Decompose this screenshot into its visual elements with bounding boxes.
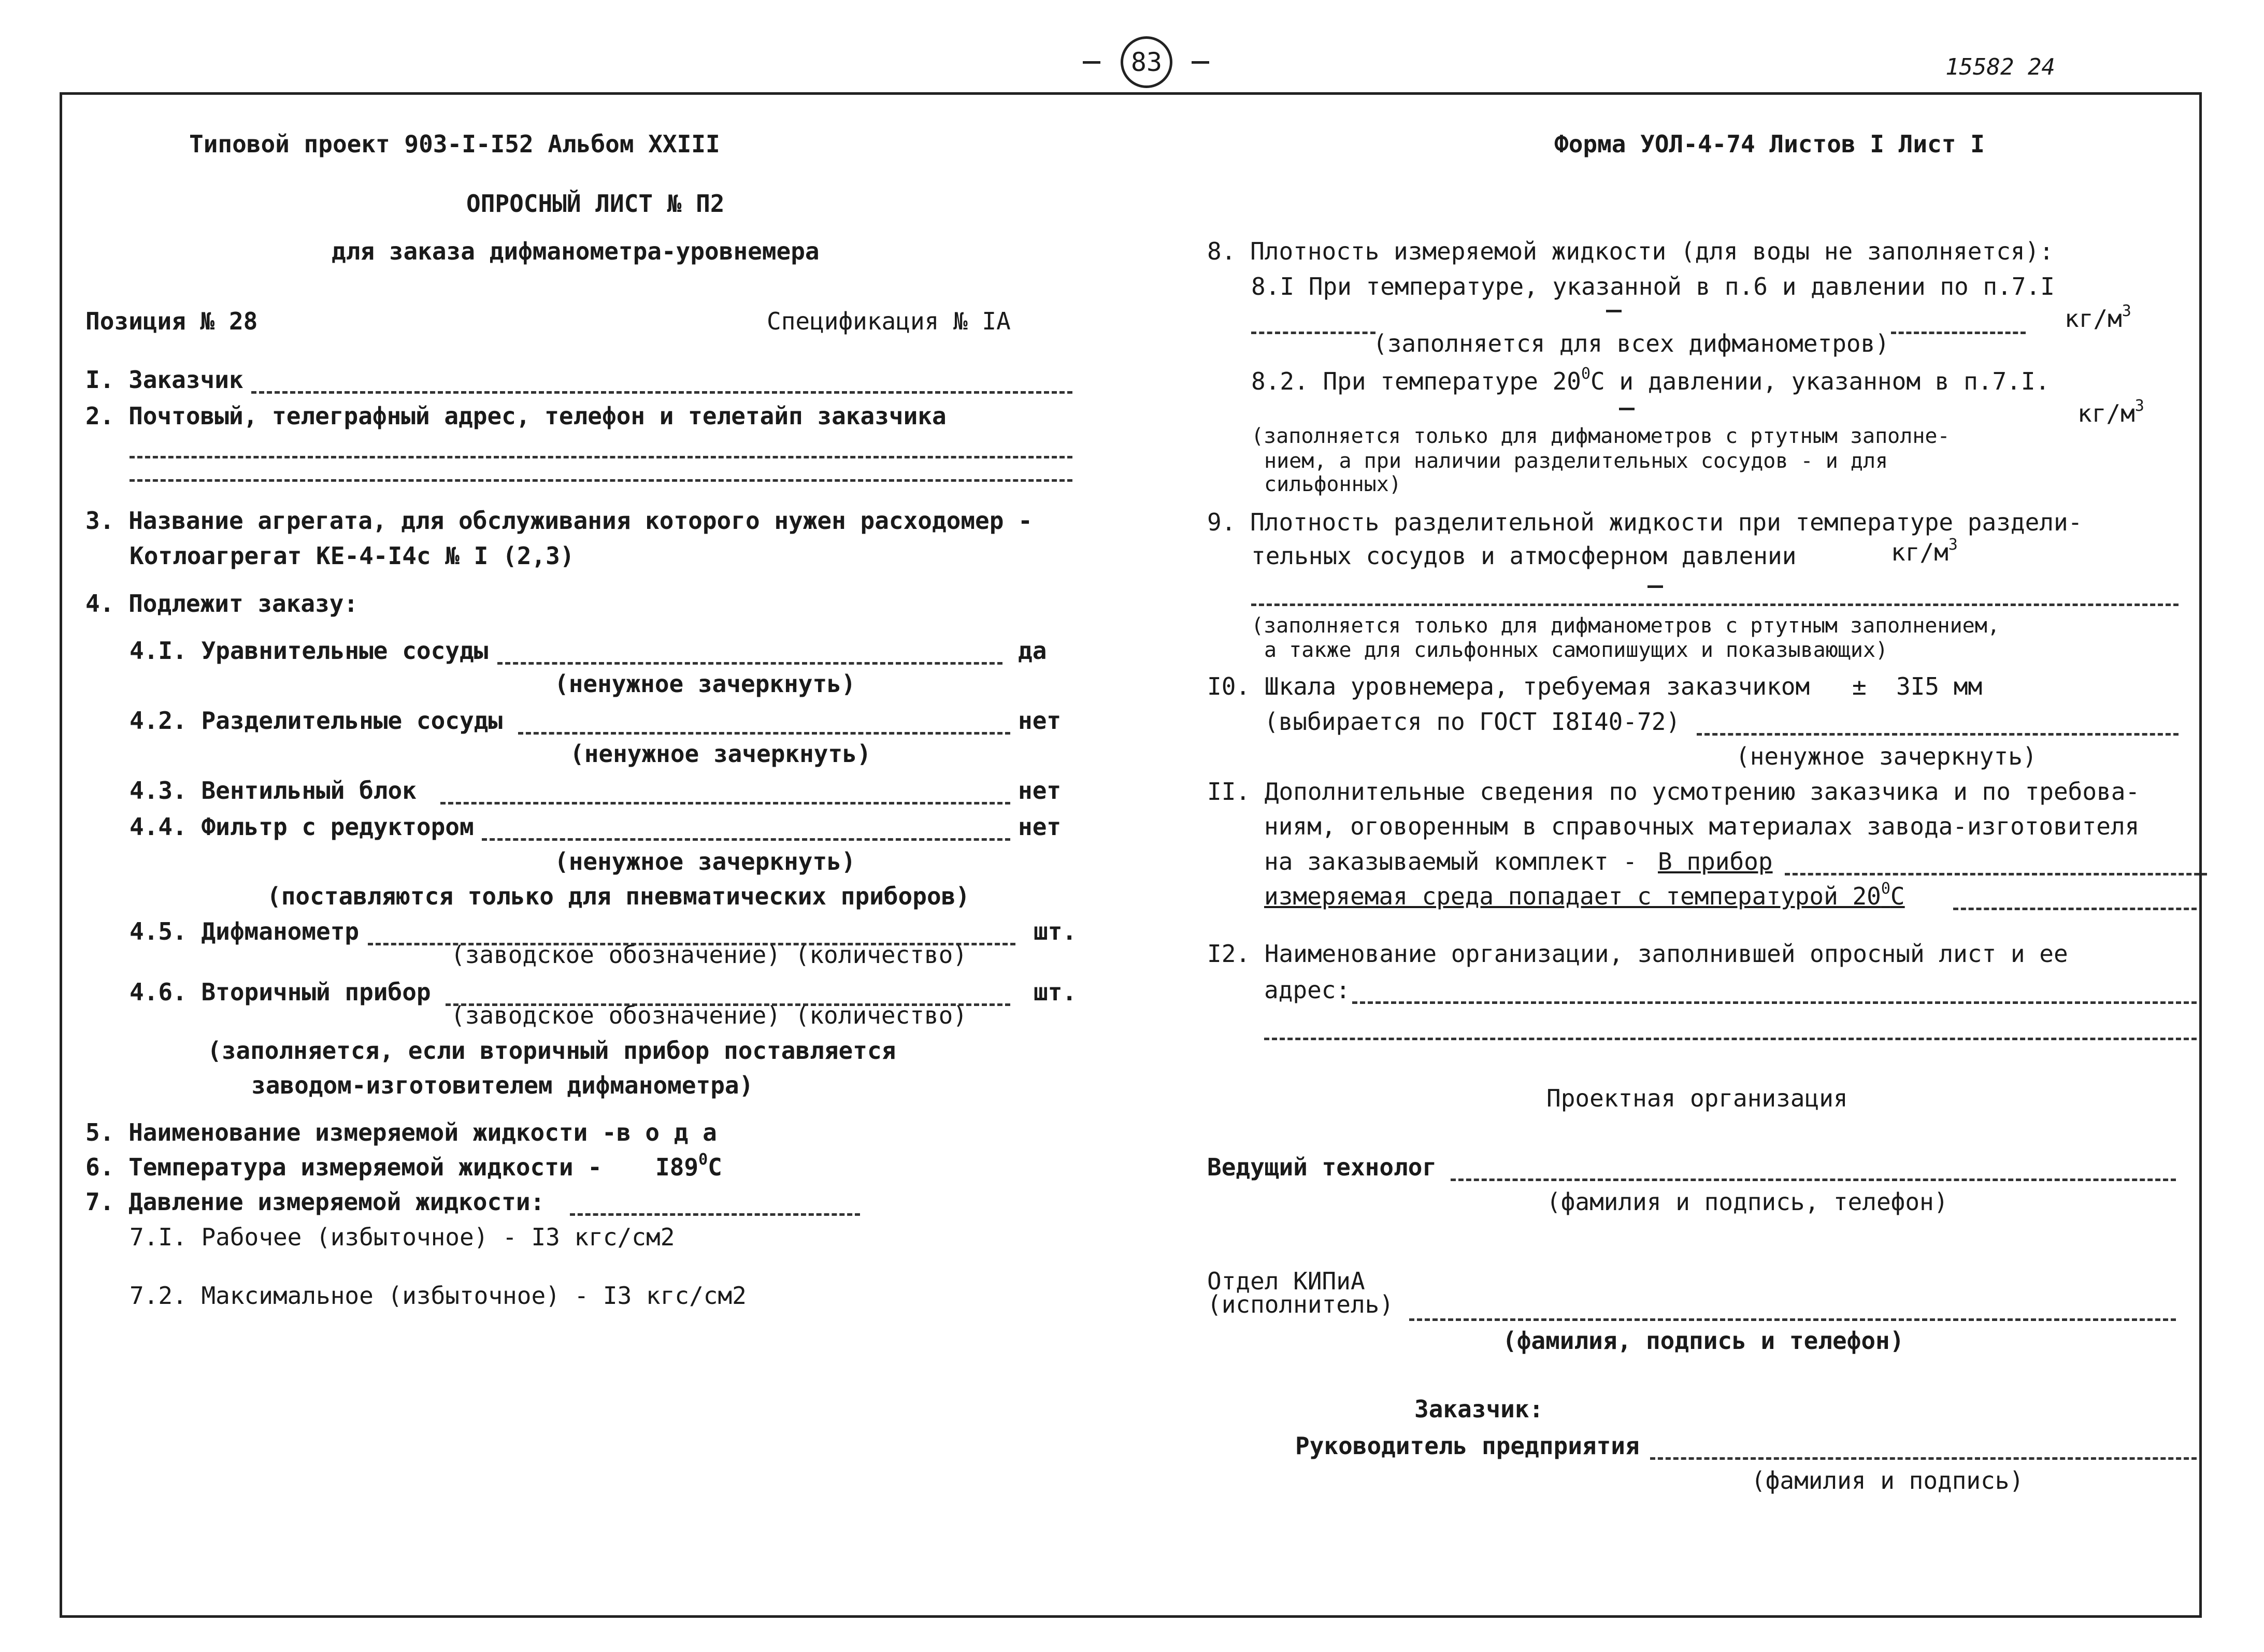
dash-mark: [1606, 310, 1622, 312]
position-label: Позиция № 28: [85, 307, 258, 335]
item-4-2-value: нет: [1018, 707, 1062, 735]
item-4-6: 4.6. Вторичный прибор: [130, 978, 431, 1006]
fill-line: [130, 456, 1072, 458]
note-designation: (заводское обозначение) (количество): [451, 1001, 967, 1029]
note-sign: (фамилия и подпись): [1751, 1467, 2024, 1495]
dash-mark: [1083, 61, 1100, 64]
additional-value-2: измеряемая среда попадает с температурой $20^0С$: [1264, 880, 1905, 910]
fill-line: [1251, 332, 1375, 334]
fill-line: [1251, 604, 2179, 606]
form-title: ОПРОСНЫЙ ЛИСТ № П2: [466, 190, 725, 218]
unit-density: $кг/м^3$: [2077, 397, 2144, 427]
item-order: 4. Подлежит заказу:: [85, 590, 359, 617]
item-4-2: 4.2. Разделительные сосуды: [130, 707, 503, 735]
item-unit-name: 3. Название агрегата, для обслуживания которого нужен расходомер -: [85, 507, 1033, 535]
fill-line: [482, 838, 1010, 841]
item-density-8-2: 8.2. При температуре $20^0С$ и давлении, указанном в п.7.I.: [1251, 365, 2050, 395]
fill-line: [130, 479, 1072, 482]
note-strike: (ненужное зачеркнуть): [554, 847, 856, 875]
fill-line: [1352, 1001, 2197, 1004]
fill-line: [1451, 1179, 2176, 1181]
item-4-4-value: нет: [1018, 813, 1062, 841]
form-frame: [60, 92, 2202, 1618]
item-separator-density: 9. Плотность разделительной жидкости при температуре раздели-: [1207, 508, 2083, 536]
fill-line: [1409, 1318, 2176, 1321]
note-sign-phone-2: (фамилия, подпись и телефон): [1502, 1327, 1904, 1355]
item-4-5: 4.5. Дифманометр: [130, 917, 360, 945]
item-4-3: 4.3. Вентильный блок: [130, 777, 417, 805]
item-additional: II. Дополнительные сведения по усмотрению заказчика и по требова-: [1207, 778, 2140, 806]
note-mercury: нием, а при наличии разделительных сосудов - и для: [1264, 449, 1888, 473]
note-sign-phone: (фамилия и подпись, телефон): [1546, 1188, 1948, 1216]
fill-line: [1953, 908, 2197, 910]
item-scale: I0. Шкала уровнемера, требуемая заказчиком: [1207, 672, 1810, 700]
item-address: 2. Почтовый, телеграфный адрес, телефон и телетайп заказчика: [85, 402, 947, 430]
item-pressure-max: 7.2. Максимальное (избыточное) - I3 кгс/см2: [130, 1282, 747, 1310]
fill-line: [1264, 1038, 2197, 1040]
fill-line: [1697, 733, 2179, 736]
kip-department: Отдел КИПиА: [1207, 1267, 1365, 1295]
note-separator: (заполняется только для дифманометров с ртутным заполнением,: [1251, 614, 2000, 638]
item-liquid-value: в о д а: [617, 1118, 717, 1146]
dash-mark: [1619, 408, 1635, 410]
note-mercury: (заполняется только для дифманометров с ртутным заполне-: [1251, 424, 1950, 448]
form-info: Форма УОЛ-4-74 Листов I Лист I: [1554, 130, 1985, 158]
specification-label: Спецификация № IA: [767, 307, 1011, 335]
fill-line: [251, 391, 1072, 394]
scale-value: 3I5 мм: [1896, 672, 1983, 700]
dash-mark: [1192, 61, 1209, 64]
item-pressure-working: 7.I. Рабочее (избыточное) - I3 кгс/см2: [130, 1223, 675, 1251]
dash-mark: [1647, 585, 1663, 588]
item-customer: I. Заказчик: [85, 366, 243, 394]
item-additional-b: ниям, оговоренным в справочных материалах завода-изготовителя: [1264, 812, 2140, 840]
lead-technologist: Ведущий технолог: [1207, 1153, 1437, 1181]
item-additional-c: на заказываемый комплект -: [1264, 847, 1638, 875]
item-organization: I2. Наименование организации, заполнившей опросный лист и ее: [1207, 940, 2068, 968]
item-4-1: 4.I. Уравнительные сосуды: [130, 637, 489, 665]
fill-line: [497, 662, 1002, 665]
note-secondary: (заполняется, если вторичный прибор поставляется: [207, 1037, 896, 1065]
item-organization-address: адрес:: [1264, 976, 1351, 1004]
form-subtitle: для заказа дифманометра-уровнемера: [332, 237, 820, 265]
additional-value: В прибор: [1658, 847, 1773, 875]
item-4-4: 4.4. Фильтр с редуктором: [130, 813, 474, 841]
unit-density: $кг/м^3$: [1891, 536, 1958, 566]
note-strike: (ненужное зачеркнуть): [554, 670, 856, 698]
fill-line: [518, 732, 1010, 735]
note-strike: (ненужное зачеркнуть): [1736, 742, 2037, 770]
item-temperature: 6. Температура измеряемой жидкости -: [85, 1153, 602, 1181]
page-number: 83: [1121, 36, 1172, 88]
customer-label: Заказчик:: [1414, 1395, 1544, 1423]
scale-plus-minus: ±: [1852, 672, 1867, 700]
item-separator-density-b: тельных сосудов и атмосферном давлении: [1251, 542, 1797, 570]
enterprise-head: Руководитель предприятия: [1295, 1432, 1640, 1460]
item-4-6-unit: шт.: [1034, 978, 1077, 1006]
note-separator: а также для сильфонных самопишущих и показывающих): [1264, 638, 1888, 662]
note-secondary: заводом-изготовителем дифманометра): [251, 1071, 754, 1099]
item-scale-gost: (выбирается по ГОСТ I8I40-72): [1264, 708, 1681, 736]
note-pneumatic: (поставляются только для пневматических приборов): [267, 882, 970, 910]
item-unit-value: Котлоагрегат КЕ-4-I4с № I (2,3): [130, 542, 575, 570]
fill-line: [570, 1213, 860, 1216]
fill-line: [1785, 873, 2207, 875]
note-mercury: сильфонных): [1264, 472, 1401, 496]
fill-line: [1650, 1457, 2197, 1460]
note-strike: (ненужное зачеркнуть): [570, 740, 871, 768]
unit-density: $кг/м^3$: [2065, 302, 2131, 333]
project-info: Типовой проект 903-I-I52 Альбом XXIII: [189, 130, 720, 158]
fill-line: [1891, 332, 2026, 334]
design-organization: Проектная организация: [1546, 1084, 1848, 1112]
item-4-5-unit: шт.: [1034, 917, 1077, 945]
item-density: 8. Плотность измеряемой жидкости (для воды не заполняется):: [1207, 237, 2054, 265]
item-liquid-name: 5. Наименование измеряемой жидкости -: [85, 1118, 617, 1146]
item-4-3-value: нет: [1018, 777, 1062, 805]
note-designation: (заводское обозначение) (количество): [451, 941, 967, 969]
item-pressure: 7. Давление измеряемой жидкости:: [85, 1188, 545, 1216]
fill-line: [440, 802, 1010, 805]
kip-executor: (исполнитель): [1207, 1290, 1394, 1318]
document-ref: 15582 24: [1945, 54, 2055, 80]
item-density-8-1: 8.I При температуре, указанной в п.6 и давлении по п.7.I: [1251, 272, 2055, 300]
note-all: (заполняется для всех дифманометров): [1373, 329, 1889, 357]
item-4-1-value: да: [1018, 637, 1047, 665]
item-temperature-value: $I89^0С$: [655, 1151, 722, 1181]
